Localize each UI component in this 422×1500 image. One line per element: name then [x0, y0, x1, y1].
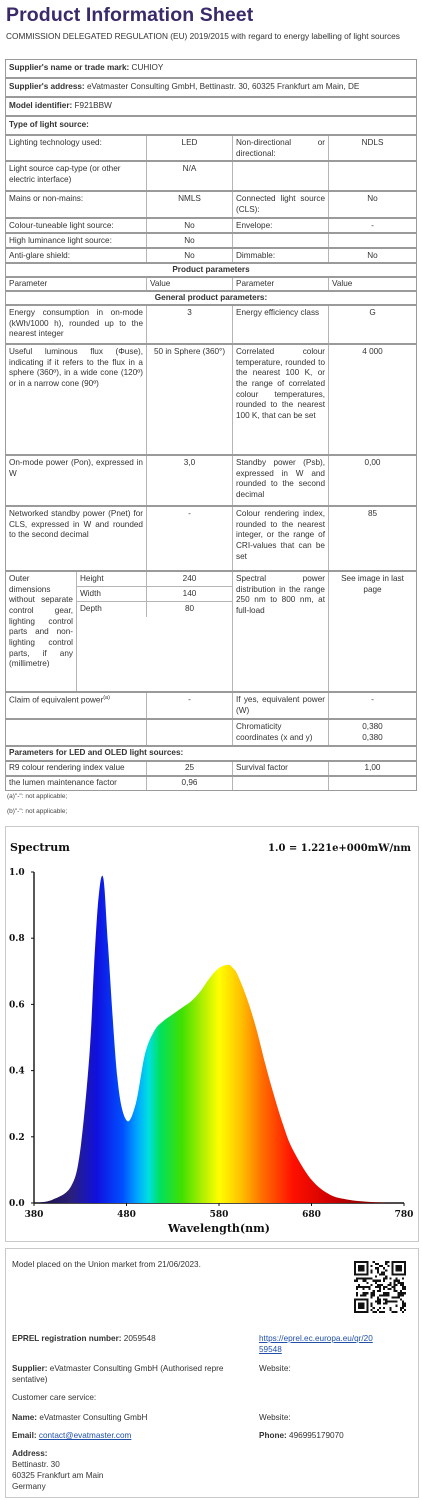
- param-survival-factor: Survival factor: [232, 762, 328, 775]
- x-axis-label: Wavelength(nm): [168, 1222, 270, 1235]
- param-outer-dimensions: Outer dimensions without separate control gear, lighting control parts and non-lighting control parts, if any (millimetre): [9, 574, 73, 669]
- param-luminous-flux: Useful luminous flux (Φuse), indicating if it refers to the flux in a sphere (360º), in a wide cone (120º) or in a narrow cone (90º): [9, 347, 143, 388]
- chromaticity-y: 0,380: [362, 732, 383, 742]
- type-row: [5, 161, 417, 191]
- care-name-row: [12, 1412, 147, 1423]
- general-params-header: General product parameters:: [154, 293, 268, 302]
- param-colour-temperature: Correlated colour temperature, rounded to the nearest 100 K, or the range of correlated colour temperatures, rounded to the nearest 100 K, that can be set: [232, 345, 328, 454]
- care-address-line: Bettinastr. 30: [12, 1460, 60, 1469]
- market-placement-text: Model placed on the Union market from 21/06/2023.: [12, 1260, 201, 1269]
- param-energy-class: Energy efficiency class: [232, 306, 328, 343]
- x-tick-label: 780: [394, 1210, 414, 1220]
- param-row-flux: [5, 344, 417, 455]
- type-row: [5, 248, 417, 263]
- param-spectral-distribution: Spectral power distribution in the range 250 nm to 800 nm, at full-load: [232, 572, 328, 691]
- supplier-website-label: Website:: [259, 1364, 291, 1373]
- customer-care-label: Customer care service:: [12, 1393, 97, 1402]
- value-networked-standby: -: [146, 507, 232, 570]
- care-phone-value: 496995179070: [289, 1431, 344, 1440]
- type-value: N/A: [146, 162, 232, 190]
- type-value: No: [146, 219, 232, 232]
- eprel-value: 2059548: [123, 1334, 156, 1343]
- claim-footnote-mark: (a): [103, 695, 110, 701]
- supplier-info: [12, 1363, 252, 1385]
- type-header: Type of light source:: [9, 120, 89, 129]
- x-tick-label: 380: [24, 1210, 44, 1220]
- address-label: Supplier's address:: [9, 82, 85, 91]
- product-params-header-row: [5, 263, 417, 277]
- led-header-row: [5, 746, 417, 761]
- type-key: Mains or non-mains:: [9, 194, 84, 203]
- type-value: -: [328, 219, 416, 232]
- type-row: [5, 233, 417, 248]
- param-colour-rendering: Colour rendering index, rounded to the nearest integer, or the range of CRI-values that can be set: [232, 507, 328, 570]
- care-website-label: Website:: [259, 1413, 291, 1422]
- type-key: Lighting technology used:: [9, 138, 102, 147]
- type-key: Envelope:: [232, 219, 328, 232]
- model-value: F921BBW: [74, 101, 112, 110]
- value-r9: 25: [146, 762, 232, 775]
- dimension-width-value: 140: [146, 587, 232, 602]
- chart-annotation: 1.0 = 1.221e+000mW/nm: [268, 843, 411, 854]
- type-key: Colour-tuneable light source:: [9, 221, 114, 230]
- param-row-dimensions: [5, 571, 417, 692]
- registration-footer: [5, 1248, 419, 1498]
- dimension-width-label: Width: [76, 587, 146, 602]
- care-email-label: Email:: [12, 1431, 37, 1440]
- value-lumen-maintenance: 0,96: [146, 777, 232, 790]
- type-value: LED: [146, 136, 232, 160]
- qr-code-icon[interactable]: [354, 1261, 406, 1313]
- claim-text: Claim of equivalent power: [9, 695, 104, 705]
- dimension-height-value: 240: [146, 572, 232, 587]
- supplier-row: [5, 59, 417, 78]
- x-tick-label: 680: [302, 1210, 321, 1220]
- type-value: NMLS: [146, 192, 232, 217]
- param-r9: R9 colour rendering index value: [9, 763, 125, 772]
- care-phone-row: [259, 1430, 344, 1441]
- eprel-label: EPREL registration number:: [12, 1334, 122, 1343]
- x-tick-label: 580: [209, 1210, 229, 1220]
- care-address-line: 60325 Frankfurt am Main: [12, 1471, 104, 1480]
- dimension-height-label: Height: [76, 572, 146, 587]
- led-row: [5, 761, 417, 776]
- eprel-link-line: https://eprel.ec.europa.eu/qr/20: [259, 1334, 373, 1343]
- type-key: High luminance light source:: [9, 236, 112, 245]
- param-chromaticity: Chromaticity coordinates (x and y): [232, 720, 328, 745]
- spectrum-series-area: [34, 876, 404, 1203]
- supplier-info-value-cont: sentative): [12, 1375, 48, 1384]
- type-value: [328, 162, 416, 190]
- value-chromaticity: [328, 720, 416, 745]
- care-address-label: Address:: [12, 1449, 48, 1458]
- dimension-depth-value: 80: [146, 602, 232, 617]
- empty-cell: [146, 720, 232, 745]
- supplier-info-label: Supplier:: [12, 1364, 48, 1373]
- col-header-parameter: Parameter: [232, 278, 328, 290]
- param-on-mode-power: On-mode power (Pon), expressed in W: [9, 458, 143, 478]
- empty-cell: [232, 777, 328, 790]
- type-key: Connected light source (CLS):: [232, 192, 328, 217]
- spectrum-chart-svg: [6, 827, 420, 1243]
- type-key: Light source cap-type (or other electric interface): [9, 164, 121, 184]
- value-on-mode-power: 3,0: [146, 456, 232, 505]
- col-header-value: Value: [146, 278, 232, 290]
- value-equivalent-power: -: [328, 693, 416, 718]
- x-tick-label: 480: [117, 1210, 136, 1220]
- dimension-depth-label: Depth: [76, 602, 146, 691]
- care-email-row: [12, 1430, 131, 1441]
- y-tick-label: 0.0: [9, 1199, 25, 1209]
- supplier-value: CUHIOY: [131, 63, 164, 72]
- address-row: [5, 78, 417, 97]
- value-colour-temperature: 4 000: [328, 345, 416, 454]
- chart-title: Spectrum: [10, 841, 70, 854]
- value-colour-rendering: 85: [328, 507, 416, 570]
- care-email-link[interactable]: contact@evatmaster.com: [38, 1431, 132, 1440]
- value-luminous-flux: 50 in Sphere (360°): [146, 345, 232, 454]
- eprel-link[interactable]: [259, 1333, 373, 1355]
- param-row-energy: [5, 305, 417, 344]
- param-claim-equivalent-power: [6, 693, 146, 718]
- param-equivalent-power: If yes, equivalent power (W): [232, 693, 328, 718]
- led-row: [5, 776, 417, 791]
- care-phone-label: Phone:: [259, 1431, 287, 1440]
- product-params-header: Product parameters: [172, 265, 250, 274]
- empty-cell: [328, 777, 416, 790]
- value-energy-consumption: 3: [146, 306, 232, 343]
- col-header-value: Value: [328, 278, 416, 290]
- footnote-b: (b)"-": not applicable;: [7, 808, 68, 815]
- column-header-row: [5, 277, 417, 291]
- type-key: Non-directional or directional:: [232, 136, 328, 160]
- type-row: [5, 218, 417, 233]
- regulation-subtitle: COMMISSION DELEGATED REGULATION (EU) 2019/2015 with regard to energy labelling of light sources: [6, 31, 400, 41]
- y-tick-labels: [9, 868, 34, 1209]
- care-address-line: Germany: [12, 1482, 46, 1491]
- value-survival-factor: 1,00: [328, 762, 416, 775]
- footnote-a: (a)"-": not applicable;: [7, 793, 68, 800]
- type-key: Anti-glare shield:: [9, 251, 70, 260]
- empty-cell: [6, 720, 146, 745]
- param-energy-consumption: Energy consumption in on-mode (kWh/1000 h), rounded up to the nearest integer: [9, 308, 143, 339]
- x-tick-labels: [25, 1203, 414, 1220]
- type-value: [328, 234, 416, 247]
- page-title: Product Information Sheet: [6, 4, 254, 26]
- type-value: No: [328, 192, 416, 217]
- type-value: No: [146, 234, 232, 247]
- type-row: [5, 191, 417, 218]
- address-value: eVatmaster Consulting GmbH, Bettinastr. 30, 60325 Frankfurt am Main, DE: [86, 82, 360, 91]
- care-name-value: eVatmaster Consulting GmbH: [39, 1413, 148, 1422]
- type-row: [5, 135, 417, 161]
- y-tick-label: 0.8: [9, 934, 25, 945]
- type-value: No: [328, 249, 416, 262]
- supplier-info-value: eVatmaster Consulting GmbH (Authorised repre: [49, 1364, 224, 1373]
- model-label: Model identifier:: [9, 101, 73, 110]
- care-name-label: Name:: [12, 1413, 38, 1422]
- type-key: [232, 234, 328, 247]
- param-row-power: [5, 455, 417, 506]
- param-standby-power: Standby power (Psb), expressed in W and rounded to the second decimal: [232, 456, 328, 505]
- eprel-row: [12, 1333, 156, 1344]
- value-energy-class: G: [328, 306, 416, 343]
- y-tick-label: 1.0: [9, 868, 25, 878]
- param-lumen-maintenance: the lumen maintenance factor: [9, 778, 117, 787]
- value-spectral-distribution: See image in last page: [328, 572, 416, 691]
- type-key: [232, 162, 328, 190]
- param-row-chromaticity: [5, 719, 417, 746]
- value-claim-equivalent-power: -: [146, 693, 232, 718]
- param-networked-standby: Networked standby power (Pnet) for CLS, expressed in W and rounded to the second decimal: [9, 509, 143, 540]
- supplier-label: Supplier's name or trade mark:: [9, 63, 130, 72]
- led-params-header: Parameters for LED and OLED light sources:: [9, 748, 184, 757]
- value-standby-power: 0,00: [328, 456, 416, 505]
- param-row-claim: [5, 692, 417, 719]
- col-header-parameter: Parameter: [9, 279, 48, 288]
- general-header-row: [5, 291, 417, 305]
- type-value: NDLS: [328, 136, 416, 160]
- spectrum-chart: [5, 826, 419, 1242]
- model-row: [5, 97, 417, 116]
- param-row-networked: [5, 506, 417, 571]
- type-key: Dimmable:: [232, 249, 328, 262]
- y-tick-label: 0.4: [9, 1066, 25, 1077]
- eprel-link-line: 59548: [259, 1345, 282, 1354]
- type-value: No: [146, 249, 232, 262]
- y-tick-label: 0.6: [9, 1000, 25, 1011]
- y-tick-label: 0.2: [9, 1132, 25, 1143]
- chromaticity-x: 0,380: [362, 722, 383, 731]
- care-address: [12, 1448, 103, 1492]
- type-header-row: [5, 116, 417, 135]
